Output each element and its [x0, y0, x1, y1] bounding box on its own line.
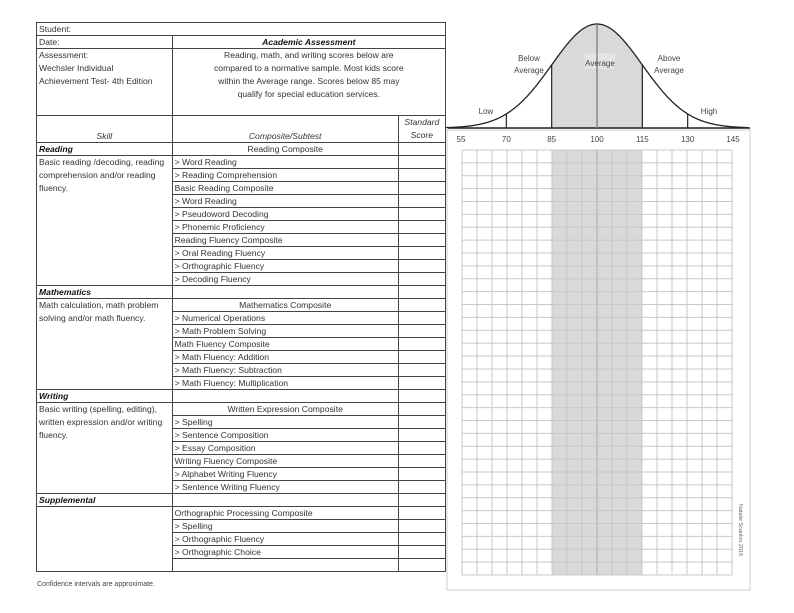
subtest-cell: > Spelling	[172, 416, 398, 429]
subtest-cell: > Sentence Composition	[172, 429, 398, 442]
label-above: Average	[654, 66, 684, 75]
subtest-cell: > Spelling	[172, 520, 398, 533]
label-average: Average	[585, 59, 615, 68]
label-low: Low	[478, 107, 494, 116]
intro-line: qualify for special education services.	[237, 89, 380, 99]
subtest-cell: > Math Fluency: Addition	[172, 351, 398, 364]
section-title: Reading	[37, 143, 173, 156]
label-above: Above	[657, 54, 681, 63]
section-title: Writing	[37, 390, 173, 403]
subtest-cell: Basic Reading Composite	[172, 182, 398, 195]
subtest-cell: Reading Fluency Composite	[172, 234, 398, 247]
subtest-cell: > Decoding Fluency	[172, 273, 398, 286]
student-field[interactable]: Student:	[37, 23, 446, 36]
col-header-skill: Skill	[37, 116, 173, 143]
label-below: Below	[518, 54, 540, 63]
subtest-cell: > Math Problem Solving	[172, 325, 398, 338]
subtest-cell: > Oral Reading Fluency	[172, 247, 398, 260]
credit-text: Natalie Scanlon 2016	[737, 503, 743, 557]
col-header-score-line: Standard	[404, 117, 440, 127]
intro-line: compared to a normative sample. Most kids score	[214, 63, 404, 73]
subtest-cell: > Pseudoword Decoding	[172, 208, 398, 221]
subtest-cell: Reading Composite	[172, 143, 398, 156]
subtest-cell: Writing Fluency Composite	[172, 455, 398, 468]
intro-line: Reading, math, and writing scores below are	[224, 50, 394, 60]
tick-label: 55	[456, 135, 466, 144]
subtest-cell: Written Expression Composite	[172, 403, 398, 416]
col-header-score-line: Score	[410, 130, 434, 140]
subtest-cell: Math Fluency Composite	[172, 338, 398, 351]
skill-description: Math calculation, math problem solving and/or math fluency.	[37, 299, 173, 390]
subtest-cell: > Numerical Operations	[172, 312, 398, 325]
assessment-line: Achievement Test- 4th Edition	[39, 76, 153, 86]
footnote: Confidence intervals are approximate.	[37, 581, 155, 588]
subtest-cell: > Alphabet Writing Fluency	[172, 468, 398, 481]
tick-label: 85	[547, 135, 557, 144]
subtest-cell: > Math Fluency: Subtraction	[172, 364, 398, 377]
subtest-cell: > Orthographic Fluency	[172, 533, 398, 546]
section-title: Supplemental	[37, 494, 173, 507]
col-header-subtest: Composite/Subtest	[172, 116, 398, 143]
tick-label: 70	[501, 135, 511, 144]
subtest-cell: > Reading Comprehension	[172, 169, 398, 182]
assessment-line: Wechsler Individual	[39, 63, 114, 73]
tick-label: 130	[680, 135, 695, 144]
skill-description: Basic reading /decoding, reading comprehension and/or reading fluency.	[37, 156, 173, 286]
subtest-cell: > Orthographic Choice	[172, 546, 398, 559]
date-field[interactable]: Date:	[37, 36, 173, 49]
subtest-cell: > Orthographic Fluency	[172, 260, 398, 273]
subtest-cell: > Phonemic Proficiency	[172, 221, 398, 234]
tick-label: 100	[590, 135, 604, 144]
form-title: Academic Assessment	[172, 36, 445, 49]
subtest-cell: > Math Fluency: Multiplication	[172, 377, 398, 390]
assessment-label: Assessment:	[39, 50, 89, 60]
skill-description: Basic writing (spelling, editing), written expression and/or writing fluency.	[37, 403, 173, 494]
intro-line: within the Average range. Scores below 85 may	[218, 76, 400, 86]
subtest-cell: Mathematics Composite	[172, 299, 398, 312]
tick-label: 145	[726, 135, 740, 144]
tick-label: 115	[635, 135, 649, 144]
label-high: High	[700, 107, 718, 116]
subtest-cell: > Sentence Writing Fluency	[172, 481, 398, 494]
subtest-cell: Orthographic Processing Composite	[172, 507, 398, 520]
section-title: Mathematics	[37, 286, 173, 299]
label-below: Average	[514, 66, 544, 75]
subtest-cell: > Word Reading	[172, 195, 398, 208]
subtest-cell: > Essay Composition	[172, 442, 398, 455]
subtest-cell: > Word Reading	[172, 156, 398, 169]
